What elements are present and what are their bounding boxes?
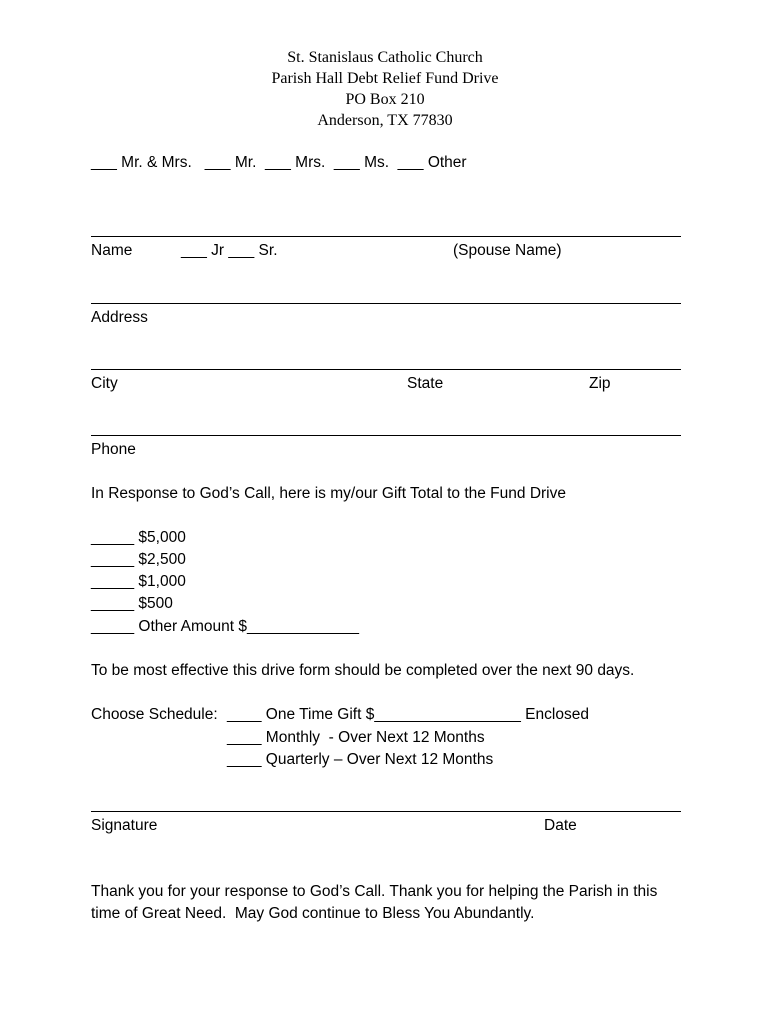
closing-line-1: Thank you for your response to God’s Call. Thank you for helping the Parish in this bbox=[91, 883, 658, 900]
phone-line[interactable] bbox=[91, 435, 681, 436]
name-label: Name bbox=[91, 242, 133, 259]
state-label: State bbox=[407, 375, 444, 392]
city-address: Anderson, TX 77830 bbox=[317, 112, 453, 129]
gift-intro: In Response to God’s Call, here is my/our Gift Total to the Fund Drive bbox=[91, 485, 566, 502]
schedule-quarterly[interactable]: ____ Quarterly – Over Next 12 Months bbox=[227, 751, 494, 768]
date-label: Date bbox=[544, 817, 577, 834]
gift-option-500[interactable]: _____ $500 bbox=[91, 595, 173, 612]
closing-line-2: time of Great Need. May God continue to Bless You Abundantly. bbox=[91, 905, 535, 922]
timing-note: To be most effective this drive form should be completed over the next 90 days. bbox=[91, 662, 635, 679]
po-box: PO Box 210 bbox=[345, 91, 425, 108]
gift-option-1000[interactable]: _____ $1,000 bbox=[91, 573, 186, 590]
form-header bbox=[0, 47, 770, 131]
gift-option-5000[interactable]: _____ $5,000 bbox=[91, 529, 186, 546]
salutation-options[interactable]: ___ Mr. & Mrs. ___ Mr. ___ Mrs. ___ Ms. ___ Other bbox=[91, 154, 467, 171]
schedule-label: Choose Schedule: bbox=[91, 706, 218, 723]
zip-label: Zip bbox=[589, 375, 611, 392]
suffix-options[interactable]: ___ Jr ___ Sr. bbox=[181, 242, 278, 259]
address-label: Address bbox=[91, 309, 148, 326]
city-line[interactable] bbox=[91, 369, 681, 370]
gift-option-2500[interactable]: _____ $2,500 bbox=[91, 551, 186, 568]
phone-label: Phone bbox=[91, 441, 136, 458]
city-label: City bbox=[91, 375, 118, 392]
spouse-name-label: (Spouse Name) bbox=[453, 242, 562, 259]
signature-label: Signature bbox=[91, 817, 158, 834]
church-name: St. Stanislaus Catholic Church bbox=[287, 49, 483, 66]
name-line[interactable] bbox=[91, 236, 681, 237]
drive-title: Parish Hall Debt Relief Fund Drive bbox=[271, 70, 499, 87]
address-line[interactable] bbox=[91, 303, 681, 304]
gift-option-other[interactable]: _____ Other Amount $_____________ bbox=[91, 618, 360, 635]
schedule-one-time[interactable]: ____ One Time Gift $_________________ Enclosed bbox=[227, 706, 589, 723]
schedule-monthly[interactable]: ____ Monthly - Over Next 12 Months bbox=[227, 729, 485, 746]
signature-line[interactable] bbox=[91, 811, 681, 812]
